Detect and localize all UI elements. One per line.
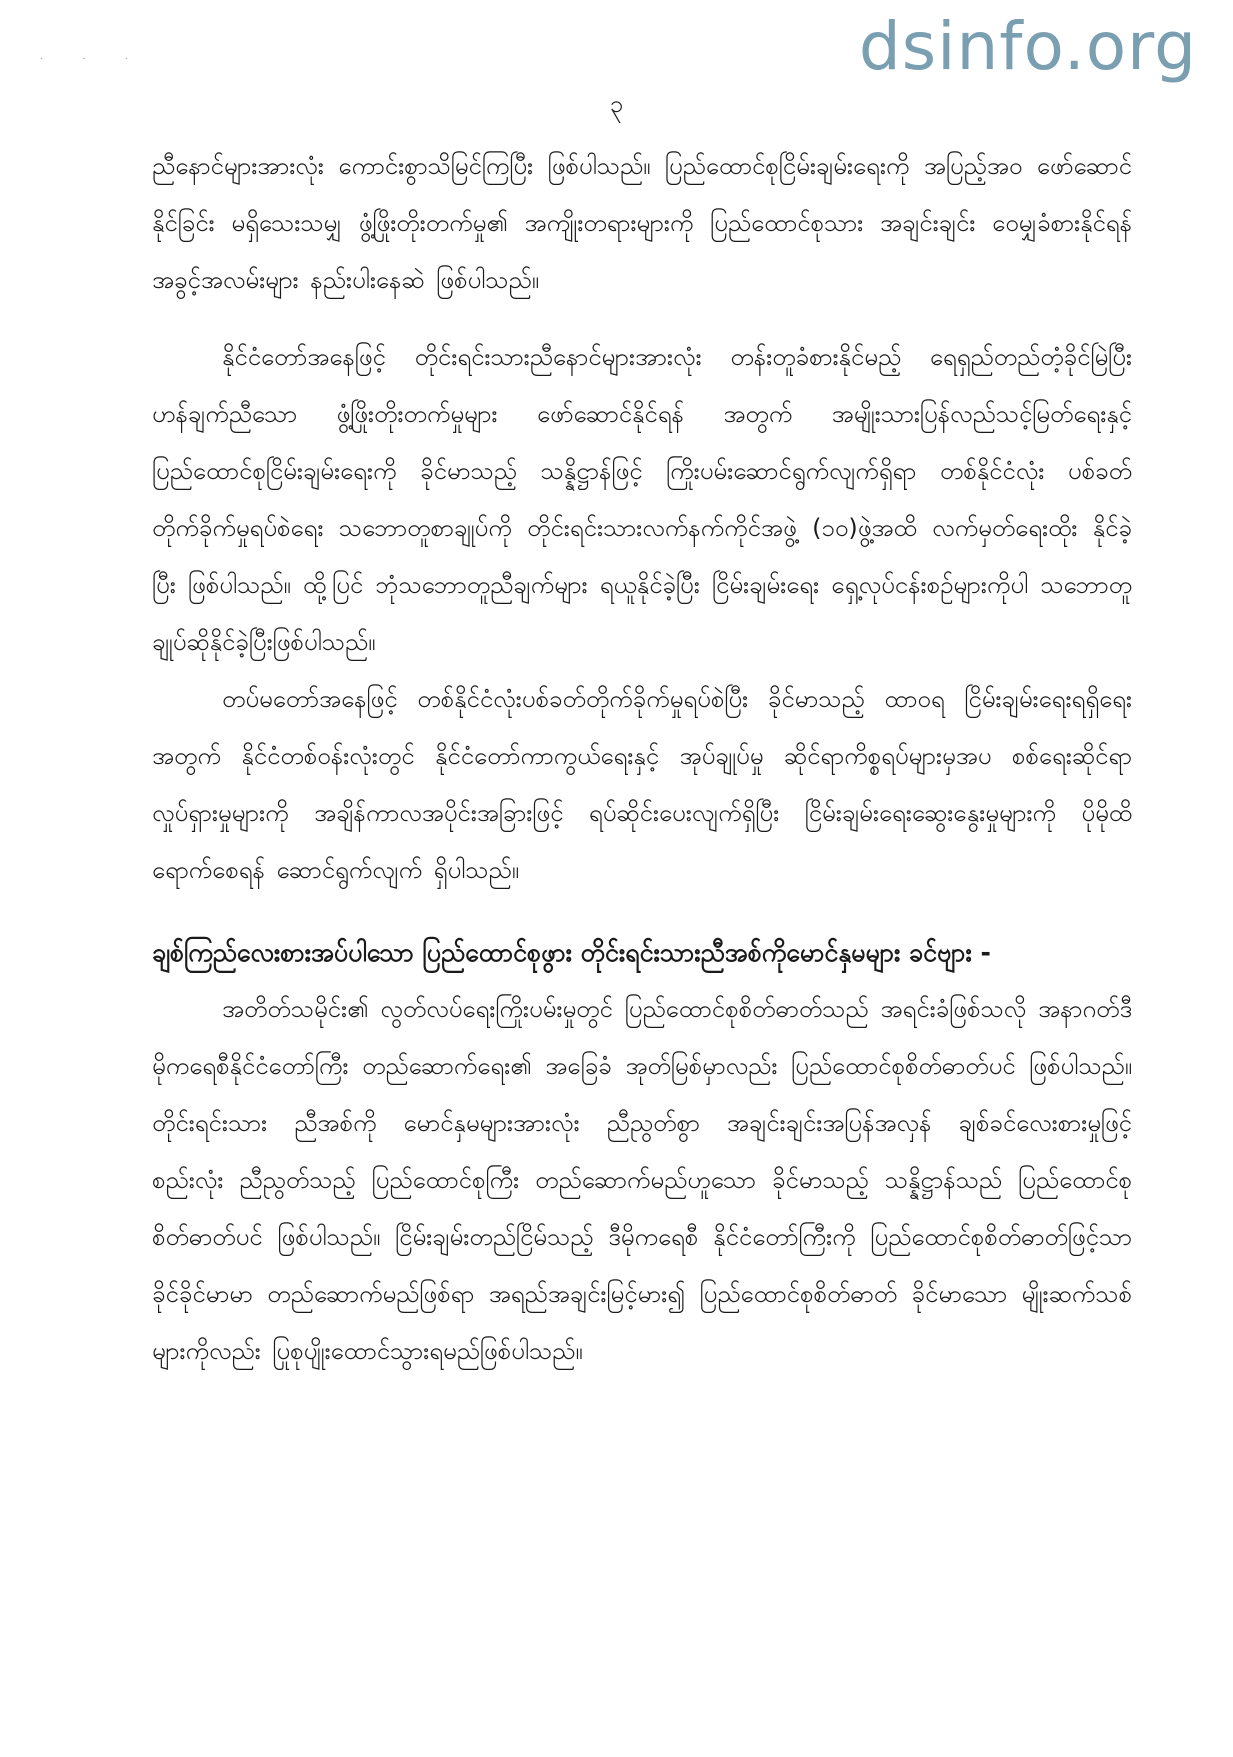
paragraph-1: ညီနောင်များအားလုံး ကောင်းစွာသိမြင်ကြပြီး ဖြစ်ပါသည်။ ပြည်ထောင်စုငြိမ်းချမ်းရေးကို အပြည့်အဝ ဖော်ဆောင်နိုင်ခြင်း မရှိသေးသမျှ ဖွံ့ဖြိုးတိုးတက်မှု၏ အကျိုးတရားများကို ပြည်ထောင်စုသား အချင်းချင်း ဝေမျှခံစားနိုင်ရန် အခွင့်အလမ်းများ နည်းပါးနေဆဲ ဖြစ်ပါသည်။: [152, 152, 1132, 294]
paragraph-2: နိုင်ငံတော်အနေဖြင့် တိုင်းရင်းသားညီနောင်များအားလုံး တန်းတူခံစားနိုင်မည့် ရေရှည်တည်တံ့ခိုင်မြဲပြီး ဟန်ချက်ညီသော ဖွံ့ဖြိုးတိုးတက်မှုများ ဖော်ဆောင်နိုင်ရန် အတွက် အမျိုးသားပြန်လည်သင့်မြတ်ရေးနှင့် ပြည်ထောင်စုငြိမ်းချမ်းရေးကို ခိုင်မာသည့် သန္နိဋ္ဌာန်ဖြင့် ကြိုးပမ်းဆောင်ရွက်လျက်ရှိရာ တစ်နိုင်ငံလုံး ပစ်ခတ်တိုက်ခိုက်မှုရပ်စဲရေး သဘောတူစာချုပ်ကို တိုင်းရင်းသားလက်နက်ကိုင်အဖွဲ့ (၁၀)ဖွဲ့အထိ လက်မှတ်ရေးထိုး နိုင်ခဲ့ပြီး ဖြစ်ပါသည်။ ထို့ပြင် ဘုံသဘောတူညီချက်များ ရယူနိုင်ခဲ့ပြီး ငြိမ်းချမ်းရေး ရှေ့လုပ်ငန်းစဉ်များကိုပါ သဘောတူ ချုပ်ဆိုနိုင်ခဲ့ပြီးဖြစ်ပါသည်။: [152, 343, 1132, 656]
paragraph-3: တပ်မတော်အနေဖြင့် တစ်နိုင်ငံလုံးပစ်ခတ်တိုက်ခိုက်မှုရပ်စဲပြီး ခိုင်မာသည့် ထာဝရ ငြိမ်းချမ်းရေးရရှိရေးအတွက် နိုင်ငံတစ်ဝန်းလုံးတွင် နိုင်ငံတော်ကာကွယ်ရေးနှင့် အုပ်ချုပ်မှု ဆိုင်ရာကိစ္စရပ်များမှအပ စစ်ရေးဆိုင်ရာလှုပ်ရှားမှုများကို အချိန်ကာလအပိုင်းအခြားဖြင့် ရပ်ဆိုင်းပေးလျက်ရှိပြီး ငြိမ်းချမ်းရေးဆွေးနွေးမှုများကို ပိုမိုထိရောက်စေရန် ဆောင်ရွက်လျက် ရှိပါသည်။: [152, 685, 1132, 884]
paragraph-4: အတိတ်သမိုင်း၏ လွတ်လပ်ရေးကြိုးပမ်းမှုတွင် ပြည်ထောင်စုစိတ်ဓာတ်သည် အရင်းခံဖြစ်သလို အနာဂတ်ဒီမိုကရေစီနိုင်ငံတော်ကြီး တည်ဆောက်ရေး၏ အခြေခံ အုတ်မြစ်မှာလည်း ပြည်ထောင်စုစိတ်ဓာတ်ပင် ဖြစ်ပါသည်။ တိုင်းရင်းသား ညီအစ်ကို မောင်နှမများအားလုံး ညီညွတ်စွာ အချင်းချင်းအပြန်အလှန် ချစ်ခင်လေးစားမှုဖြင့် စည်းလုံး ညီညွတ်သည့် ပြည်ထောင်စုကြီး တည်ဆောက်မည်ဟူသော ခိုင်မာသည့် သန္နိဋ္ဌာန်သည် ပြည်ထောင်စုစိတ်ဓာတ်ပင် ဖြစ်ပါသည်။ ငြိမ်းချမ်းတည်ငြိမ်သည့် ဒီမိုကရေစီ နိုင်ငံတော်ကြီးကို ပြည်ထောင်စုစိတ်ဓာတ်ဖြင့်သာ ခိုင်ခိုင်မာမာ တည်ဆောက်မည်ဖြစ်ရာ အရည်အချင်းမြင့်မား၍ ပြည်ထောင်စုစိတ်ဓာတ် ခိုင်မာသော မျိုးဆက်သစ်များကိုလည်း ပြုစုပျိုးထောင်သွားရမည်ဖြစ်ပါသည်။: [152, 995, 1132, 1365]
section-heading: ချစ်ကြည်လေးစားအပ်ပါသော ပြည်ထောင်စုဖွား တိုင်းရင်းသားညီအစ်ကိုမောင်နှမများ ခင်ဗျား -: [152, 938, 991, 967]
scan-artifact: · · ·: [40, 54, 146, 65]
document-body: [152, 138, 1132, 1380]
watermark-logo: dsinfo.org: [858, 8, 1197, 85]
page-number: ၃: [609, 90, 624, 118]
